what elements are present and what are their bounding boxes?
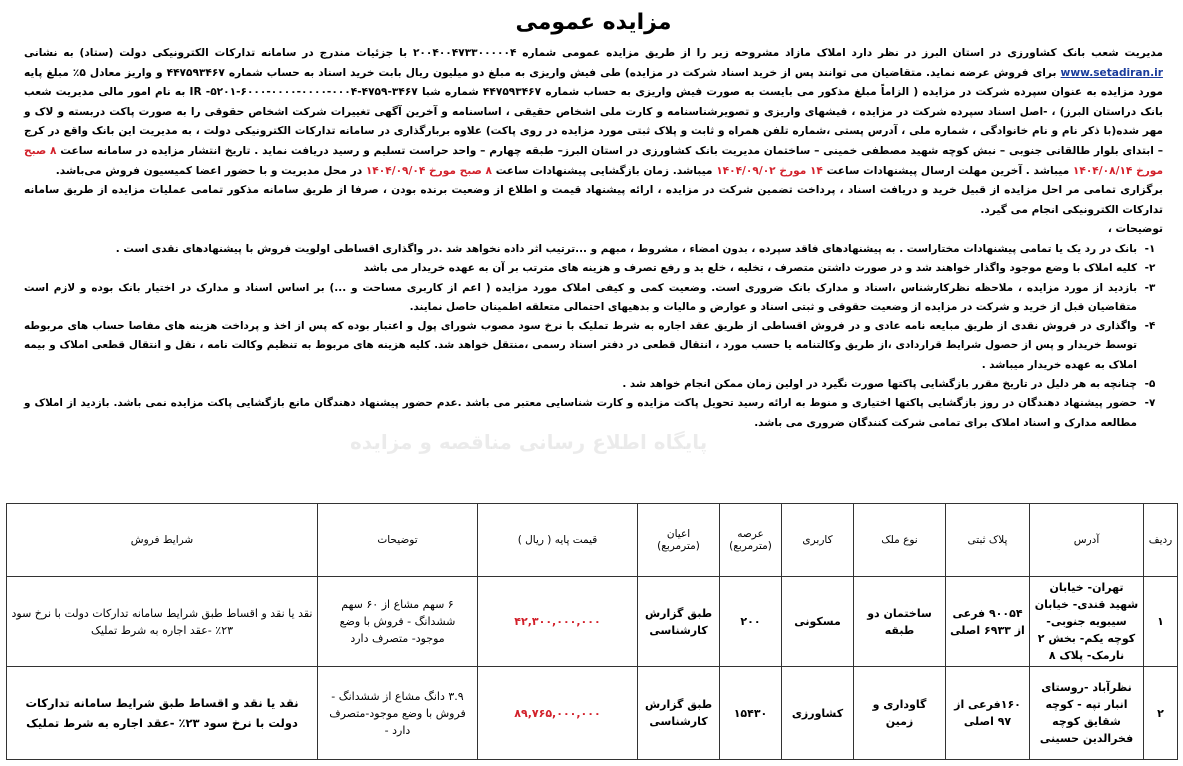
intro-paragraph: [24, 44, 1163, 181]
procedure-paragraph: برگزاری تمامی مر احل مزایده از قبیل خرید و دریافت اسناد ، پرداخت تضمین شرکت در مزایده ، ارائه پیشنهاد قیمت و اطلاع از وضعیت برنده بودن ، صرفا از طریق سامانه مذکور تمامی عملیات مزایده از طریق سامانه تدارکات الکترونیکی انجام می گیرد.: [24, 184, 1163, 216]
note-item: [24, 394, 1163, 433]
header-property-type: نوع ملک: [854, 504, 946, 577]
table-header-row: [7, 504, 1178, 577]
intro-text-b: برای فروش عرضه نماید. متقاضیان می توانند پس از خرید اسناد شرکت در مزایده) طی فیش واریزی به مبلغ دو میلیون ریال بابت خرید اسناد به حساب شماره ۴۴۷۵۹۳۴۶۷ و واریز معادل ۵٪ مبلغ پایه مورد مزایده به عنوان سپرده شرکت در مزایده ( الزاماً مبلغ مذکور می بایست به صورت فیش واریزی به حساب شماره ۴۴۷۵۹۳۴۶۷ شماره شبا ۳۴۶۷-۴۷۵۹-۰۰۰۴-۰۰۰۰-۰۰۰۰-۶۰۰۰-۵۲۰۱- IR به نام امور مالی مدیریت شعب بانک دراستان البرز) ، -اصل اسناد سپرده شرکت در مزایده ، فیشهای واریزی و تصویرشناسنامه و کارت ملی اشخاص حقیقی ، اساسنامه و آخرین آگهی تغییرات شرکت اشخاص حقوقی را به صورت پاکت دربسته و لاک و مهر شده(با ذکر نام و نام خانوادگی ، شماره ملی ، آدرس پستی ،شماره تلفن همراه و ثابت و پلاک ثبتی مورد مزایده در روی پاکت) علاوه بربارگذاری در سامانه تدارکات الکترونیکی دولت ، به مدیریت این بانک واقع در کرج – ابتدای بلوار طالقانی جنوبی – نبش کوچه شهید مصطفی خمینی – ساختمان مدیریت بانک کشاورزی در استان البرز– طبقه چهارم – واحد حراست تسلیم و رسید دریافت نماید . تاریخ انتشار مزایده در سامانه ساعت: [24, 66, 1163, 157]
note-item: [24, 259, 1163, 278]
note-text: بانک در رد یک یا تمامی پیشنهادات مختاراست . به پیشنهادهای فاقد سپرده ، بدون امضاء ، مشروط ، مبهم و ...ترتیب اثر داده نخواهد شد .در واگذاری اقساطی اولویت فروش با پیشنهادهای نقدی است .: [115, 242, 1137, 255]
row-number: ۱: [1144, 577, 1178, 667]
intro-text-c: میباشد . آخرین مهلت ارسال پیشنهادات ساعت: [826, 164, 1070, 177]
type-cell: ساختمان دو طبقه: [854, 577, 946, 667]
header-sale-terms: شرایط فروش: [7, 504, 318, 577]
address-cell: نظرآباد -روستای انبار تپه - کوچه شقایق کوچه فخرالدین حسینی: [1030, 667, 1144, 760]
header-building-area: اعیان (مترمربع): [638, 504, 720, 577]
usage-cell: کشاورزی: [782, 667, 854, 760]
header-land-area: عرصه (مترمربع): [720, 504, 782, 577]
watermark: پایگاه اطلاع رسانی مناقصه و مزایده: [350, 430, 708, 454]
building-area-cell: طبق گزارش کارشناسی: [638, 667, 720, 760]
note-number: ۱-: [1144, 242, 1156, 255]
note-text: واگذاری در فروش نقدی از طریق مبایعه نامه عادی و در فروش اقساطی از طریق عقد اجاره به شرط تملیک با نرخ سود مصوب شورای پول و اعتبار بوده که پس از اخذ و پرداخت هزینه های مفاصا حساب های مربوطه توسط خریدار و پس از حصول شرایط قراردادی ،از طریق وکالتنامه یا حسب مورد ، انتقال قطعی در دفتر اسناد رسمی ،منتقل خواهد شد. کلیه هزینه های مربوط به تنظیم وکالت نامه ، نقل و انتقال قطعی املاک و بیمه املاک به عهده خریدار میباشد .: [24, 320, 1137, 371]
sale-terms-cell: نقد یا نقد و اقساط طبق شرایط سامانه تدارکات دولت با نرخ سود ۲۳٪ -عقد اجاره به شرط تملیک: [7, 667, 318, 760]
building-area-cell: طبق گزارش کارشناسی: [638, 577, 720, 667]
website-link[interactable]: www.setadiran.ir: [1060, 66, 1163, 79]
plaque-cell: ۹۰۰۵۴ فرعی از ۶۹۳۳ اصلی: [946, 577, 1030, 667]
sale-terms-cell: نقد یا نقد و اقساط طبق شرایط سامانه تدارکات دولت با نرخ سود ۲۳٪ -عقد اجاره به شرط تملیک: [7, 577, 318, 667]
note-text: حضور پیشنهاد دهندگان در روز بازگشایی پاکتها اختیاری و منوط به ارائه رسید تحویل پاکت مزایده و کارت شناسایی معتبر می باشد .عدم حضور پیشنهاد دهندگان مانع بازگشایی پاکت مزایده نمی باشد. بازدید از املاک و مطالعه مدارک و اسناد املاک برای تمامی شرکت کنندگان ضروری می باشد.: [24, 397, 1137, 429]
plaque-cell: ۱۶۰فرعی از ۹۷ اصلی: [946, 667, 1030, 760]
table-row: [7, 577, 1178, 667]
deadline-date: ۱۴ مورخ ۱۴۰۴/۰۹/۰۲: [716, 164, 823, 177]
description-cell: ۶ سهم مشاع از ۶۰ سهم ششدانگ - فروش با وضع موجود- متصرف دارد: [318, 577, 478, 667]
table-row: [7, 667, 1178, 760]
note-number: ۷-: [1144, 397, 1156, 410]
intro-text-a: مدیریت شعب بانک کشاورزی در استان البرز در نظر دارد املاک مازاد مشروحه زیر را از طریق مزایده عمومی شماره ۲۰۰۴۰۰۴۷۳۳۰۰۰۰۰۴ با جزئیات مندرج در سامانه تدارکات الکترونیکی دولت (ستاد) به نشانی: [24, 47, 1163, 59]
notes-title: توضیحات ،: [1107, 223, 1163, 236]
base-price-cell: ۸۹,۷۶۵,۰۰۰,۰۰۰: [478, 667, 638, 760]
header-usage: کاربری: [782, 504, 854, 577]
address-cell: تهران- خیابان شهید قندی- خیابان سیبویه جنوبی- کوچه یکم- بخش ۲ نارمک- پلاک ۸: [1030, 577, 1144, 667]
type-cell: گاوداری و زمین: [854, 667, 946, 760]
header-description: توضیحات: [318, 504, 478, 577]
publish-date: ۸ صبح مورخ ۱۴۰۴/۰۸/۱۴: [24, 144, 1163, 177]
note-number: ۳-: [1144, 281, 1156, 294]
notes-list: [24, 240, 1163, 433]
header-plaque: پلاک ثبتی: [946, 504, 1030, 577]
base-price-cell: ۴۲,۳۰۰,۰۰۰,۰۰۰: [478, 577, 638, 667]
page-title: مزایده عمومی: [515, 10, 672, 35]
usage-cell: مسکونی: [782, 577, 854, 667]
note-item: [24, 317, 1163, 375]
opening-date: ۸ صبح مورخ ۱۴۰۴/۰۹/۰۴: [365, 164, 492, 177]
header-address: آدرس: [1030, 504, 1144, 577]
note-number: ۴-: [1144, 320, 1156, 333]
description-cell: ۳.۹ دانگ مشاع از ششدانگ - فروش با وضع موجود-متصرف دارد -: [318, 667, 478, 760]
note-number: ۲-: [1144, 262, 1156, 275]
row-number: ۲: [1144, 667, 1178, 760]
note-item: [24, 279, 1163, 318]
note-text: بازدید از مورد مزایده ، ملاحظه نظرکارشناس ،اسناد و مدارک بانک ضروری است. وضعیت کمی و کیفی املاک مورد مزایده ( اعم از کاربری مساحت و ...) بر اساس اسناد و مدارک در اختیار بانک بوده و لازم است متقاضیان قبل از خرید و شرکت در مزایده از وضعیت حقوقی و ثبتی اسناد و عوارض و مالیات و بدهیهای احتمالی متعلقه اطمینان حاصل نمایند.: [24, 281, 1137, 313]
intro-text-d: میباشد. زمان بازگشایی پیشنهادات ساعت: [495, 164, 713, 177]
header-base-price: قیمت پایه ( ریال ): [478, 504, 638, 577]
land-area-cell: ۱۵۴۳۰: [720, 667, 782, 760]
note-text: کلیه املاک با وضع موجود واگذار خواهند شد و در صورت داشتن متصرف ، تخلیه ، خلع ید و رفع تصرف و هزینه های مترتب بر آن به عهده خریدار می باشد: [363, 262, 1137, 275]
note-text: چنانچه به هر دلیل در تاریخ مقرر بازگشایی پاکتها صورت نگیرد در اولین زمان ممکن انجام خواهد شد .: [622, 378, 1137, 391]
header-row-number: ردیف: [1144, 504, 1178, 577]
land-area-cell: ۲۰۰: [720, 577, 782, 667]
note-item: [24, 375, 1163, 394]
note-number: ۵-: [1144, 378, 1156, 391]
auction-items-table: [6, 503, 1178, 760]
note-item: [24, 240, 1163, 259]
intro-text-e: در محل مدیریت و با حضور اعضا کمیسیون فروش می‌باشد.: [55, 164, 363, 177]
